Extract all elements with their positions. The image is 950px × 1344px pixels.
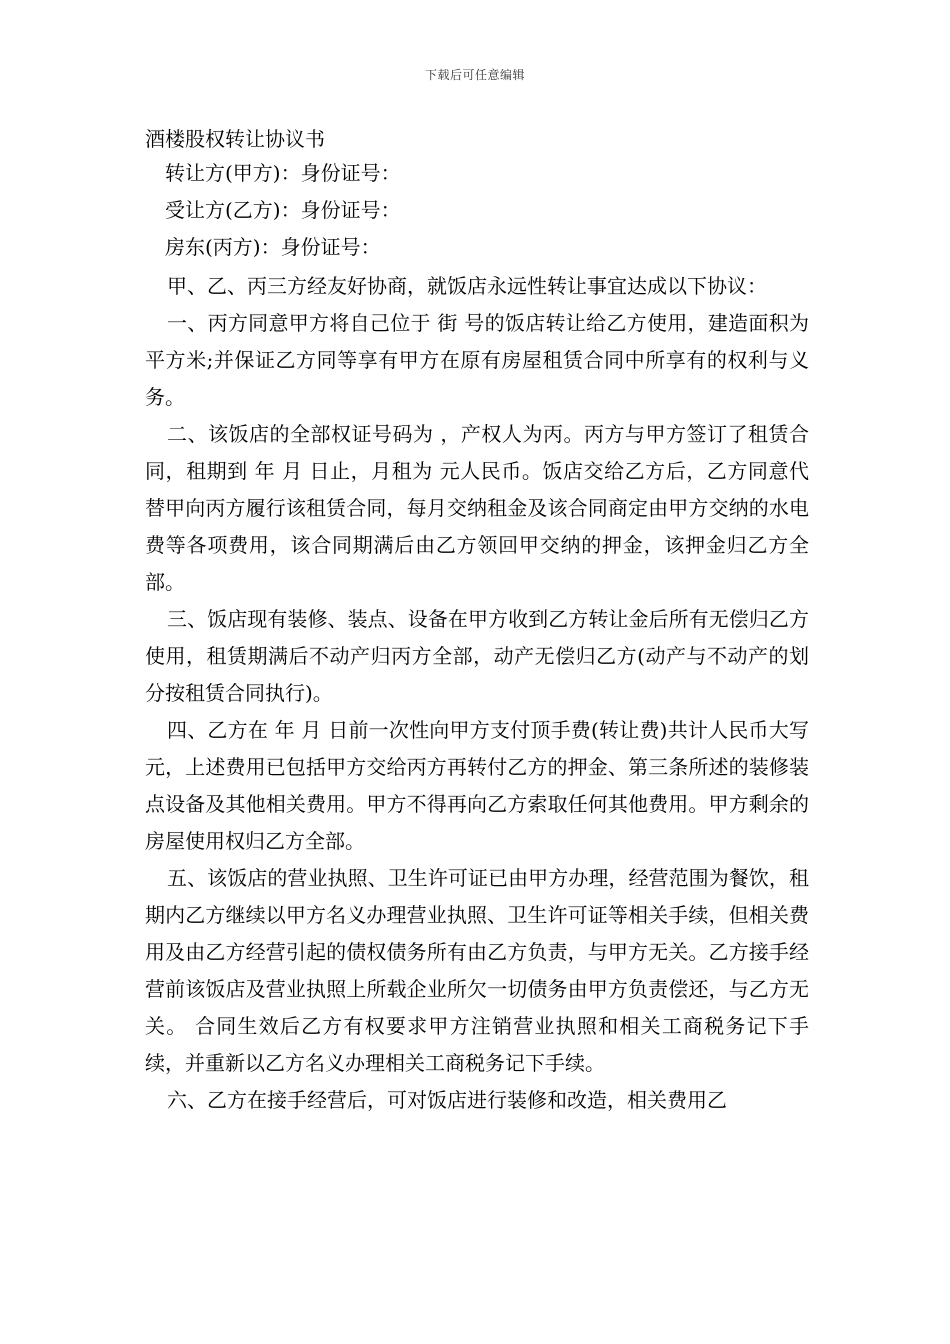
party-transferee-line: 受让方(乙方)：身份证号： (165, 198, 401, 222)
intro-paragraph: 甲、乙、丙三方经友好协商，就饭店永远性转让事宜达成以下协议： (167, 274, 767, 298)
document-title: 酒楼股权转让协议书 (145, 127, 325, 151)
party-transferor-line: 转让方(甲方)：身份证号： (165, 161, 401, 185)
agreement-body (145, 268, 809, 1119)
party-landlord-line: 房东(丙方)：身份证号： (165, 235, 381, 259)
clause-1-paragraph: 一、丙方同意甲方将自己位于 街 号的饭店转让给乙方使用，建造面积为 平方米;并保证乙方同等享有甲方在原有房屋租赁合同中所享有的权利与义务。 (145, 311, 809, 409)
clause-5-paragraph: 五、该饭店的营业执照、卫生许可证已由甲方办理，经营范围为餐饮，租期内乙方继续以甲方名义办理营业执照、卫生许可证等相关手续，但相关费用及由乙方经营引起的债权债务所有由乙方负责，与甲方无关。乙方接手经营前该饭店及营业执照上所载企业所欠一切债务由甲方负责偿还，与乙方无关。 合同生效后乙方有权要求甲方注销营业执照和相关工商税务记下手续，并重新以乙方名义办理相关工商税务记下手续。 (145, 866, 809, 1075)
header-note: 下载后可任意编辑 (424, 68, 525, 82)
clause-4-paragraph: 四、乙方在 年 月 日前一次性向甲方支付顶手费(转让费)共计人民币大写 元，上述费用已包括甲方交给丙方再转付乙方的押金、第三条所述的装修装点设备及其他相关费用。甲方不得再向乙方索取任何其他费用。甲方剩余的房屋使用权归乙方全部。 (145, 718, 809, 853)
clause-3-paragraph: 三、饭店现有装修、装点、设备在甲方收到乙方转让金后所有无偿归乙方使用，租赁期满后不动产归丙方全部，动产无偿归乙方(动产与不动产的划分按租赁合同执行)。 (145, 607, 809, 705)
clause-2-paragraph: 二、该饭店的全部权证号码为 ，产权人为丙。丙方与甲方签订了租赁合同，租期到 年 月 日止，月租为 元人民币。饭店交给乙方后，乙方同意代替甲向丙方履行该租赁合同，每月交纳租金及该合同商定由甲方交纳的水电费等各项费用，该合同期满后由乙方领回甲交纳的押金，该押金归乙方全部。 (145, 422, 809, 594)
clause-6-paragraph: 六、乙方在接手经营后，可对饭店进行装修和改造，相关费用乙 (167, 1088, 727, 1112)
